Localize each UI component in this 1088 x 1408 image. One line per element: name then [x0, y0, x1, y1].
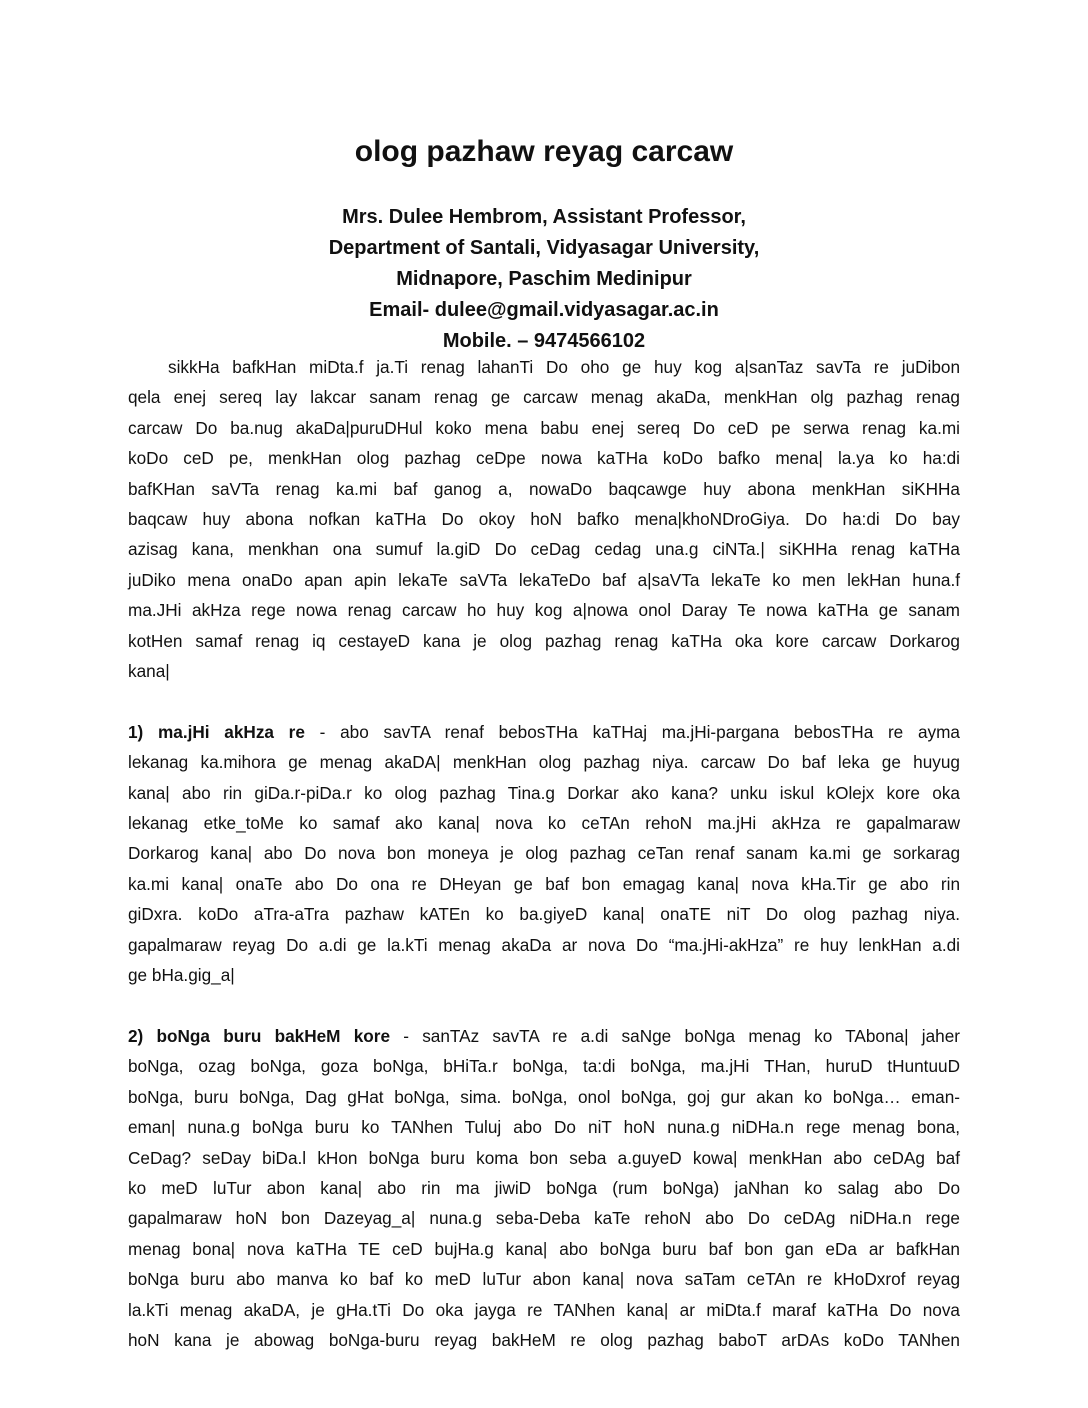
- section2-line: la.kTi menag akaDA, je gHa.tTi Do oka jayga re TANhen kana| ar miDta.f maraf kaTHa Do nova: [128, 1299, 960, 1320]
- section1-line: kana| abo rin giDa.r-piDa.r ko olog pazhag Tina.g Dorkar ako kana? unku iskul kOlejx kore oka: [128, 782, 960, 803]
- author-block: [0, 202, 1088, 357]
- paragraph-gap: [128, 991, 960, 1021]
- section2-line: eman| nuna.g boNga buru ko TANhen Tuluj abo Do niT hoN nuna.g niDHa.n rege menag bona,: [128, 1117, 960, 1138]
- section1-heading: 1) ma.jHi akHza re: [128, 721, 305, 742]
- section1-line: lekanag ka.mihora ge menag akaDA| menkHan olog pazhag niya. carcaw Do baf leka ge huyug: [128, 752, 960, 773]
- section1-line: lekanag etke_toMe ko samaf ako kana| nova ko ceTAn rehoN ma.jHi akHza re gapalmaraw: [128, 813, 960, 834]
- section1-line: - abo savTA renaf bebosTHa kaTHaj ma.jHi-pargana bebosTHa re ayma: [304, 721, 960, 742]
- section2-line: ko meD luTur abon kana| abo rin ma jiwiD boNga (rum boNga) jaNhan ko salag abo Do: [128, 1177, 960, 1198]
- intro-line: koDo ceD pe, menkHan olog pazhag ceDpe nowa kaTHa koDo bafko mena| la.ya ko ha:di: [128, 448, 960, 469]
- intro-line: ma.JHi akHza rege nowa renag carcaw ho huy kog a|nowa onol Daray Te nowa kaTHa ge sanam: [128, 600, 960, 621]
- intro-line: kotHen samaf renag iq cestayeD kana je olog pazhag renag kaTHa oka kore carcaw Dorkarog: [128, 630, 960, 651]
- author-name-line: Mrs. Dulee Hembrom, Assistant Professor,: [342, 206, 746, 228]
- author-mobile: Mobile. – 9474566102: [442, 330, 646, 352]
- intro-line: juDiko mena onaDo apan apin lekaTe saVTa lekaTeDo baf a|saVTa lekaTe ko men lekHan huna.f: [128, 569, 960, 590]
- section2-line: menag bona| nova kaTHa TE ceD bujHa.g kana| abo boNga buru baf bon gan eDa ar bafkHan: [128, 1238, 960, 1259]
- intro-line: kana|: [128, 661, 170, 682]
- intro-line: carcaw Do ba.nug akaDa|puruDHul koko mena babu enej sereq Do ceD pe serwa renag ka.mi: [128, 417, 960, 438]
- section2-line: boNga buru abo manva ko baf ko meD luTur abon kana| nova saTam ceTAn re kHoDxrof reyag: [128, 1269, 960, 1290]
- section2-line: hoN kana je abowag boNga-buru reyag bakHeM re olog pazhag baboT arDAs koDo TANhen: [128, 1329, 960, 1350]
- section1-line: ge bHa.gig_a|: [128, 965, 235, 986]
- section2-line: CeDag? seDay biDa.l kHon boNga buru koma bon seba a.guyeD kowa| menkHan abo ceDAg baf: [128, 1147, 960, 1168]
- paragraph-gap: [128, 686, 960, 716]
- author-location-line: Midnapore, Paschim Medinipur: [396, 268, 692, 290]
- section2-line: boNga, ozag boNga, goza boNga, bHiTa.r boNga, ta:di boNga, ma.jHi THan, huruD tHuntuuD: [128, 1056, 960, 1077]
- section2-line: boNga, buru boNga, Dag gHat boNga, sima. boNga, onol boNga, goj gur akan ko boNga… eman-: [128, 1086, 960, 1107]
- section2-heading: 2) boNga buru bakHeM kore: [128, 1025, 391, 1046]
- section1-line: ka.mi kana| onaTe abo Do ona re DHeyan ge baf bon emagag kana| nova kHa.Tir ge abo rin: [128, 873, 960, 894]
- section1-line: gapalmaraw reyag Do a.di ge la.kTi menag akaDa ar nova Do “ma.jHi-akHza” re huy lenkHan a.di: [128, 934, 960, 955]
- intro-line: baqcaw huy abona nofkan kaTHa Do okoy hoN bafko mena|khoNDroGiya. Do ha:di Do bay: [128, 509, 960, 530]
- section1-line: giDxra. koDo aTra-aTra pazhaw kATEn ko ba.giyeD kana| onaTE niT Do olog pazhag niya.: [128, 904, 960, 925]
- section1-line: Dorkarog kana| abo Do nova bon moneya je olog pazhag ceTan renaf sanam ka.mi ge sorkarag: [128, 843, 960, 864]
- author-department-line: Department of Santali, Vidyasagar University,: [328, 237, 760, 259]
- intro-line: sikkHa bafkHan miDta.f ja.Ti renag lahanTi Do oho ge huy kog a|sanTaz savTa re juDibon: [168, 357, 960, 377]
- document-body: [128, 352, 960, 1355]
- intro-line: azisag kana, menkhan ona sumuf la.giD Do ceDag cedag una.g ciNTa.| siKHHa renag kaTHa: [128, 539, 960, 560]
- section2-first-line: [128, 1021, 960, 1051]
- intro-line: bafKHan saVTa renag ka.mi baf ganog a, nowaDo baqcawge huy abona menkHan siKHHa: [128, 478, 960, 499]
- document-title: olog pazhaw reyag carcaw: [354, 135, 734, 168]
- intro-line: qela enej sereq lay lakcar sanam renag ge carcaw menag akaDa, menkHan olg pazhag renag: [128, 387, 960, 408]
- section2-line: gapalmaraw hoN bon Dazeyag_a| nuna.g seba-Deba kaTe rehoN abo Do ceDAg niDHa.n rege: [128, 1208, 960, 1229]
- section1-first-line: [128, 717, 960, 747]
- section2-line: - sanTAz savTA re a.di saNge boNga menag ko TAbona| jaher: [390, 1025, 960, 1046]
- author-email: Email- dulee@gmail.vidyasagar.ac.in: [369, 299, 719, 321]
